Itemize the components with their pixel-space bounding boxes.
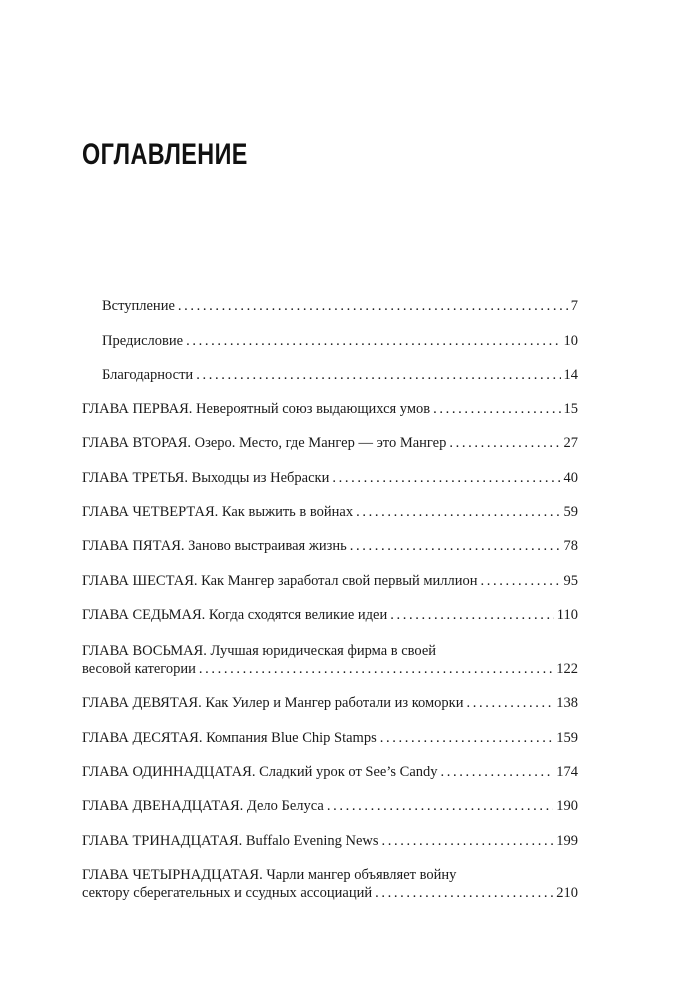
toc-entry-label: ГЛАВА ШЕСТАЯ. Как Мангер заработал свой первый миллион: [82, 573, 478, 589]
toc-entry-chapter-13[interactable]: [82, 832, 578, 850]
toc-page-number: 40: [563, 470, 578, 486]
toc-page-number: 10: [563, 333, 578, 349]
toc-entry-chapter-4[interactable]: [82, 503, 578, 521]
toc-entry-label: ГЛАВА ВОСЬМАЯ. Лучшая юридическая фирма в своей: [82, 643, 437, 659]
dot-leader: [441, 763, 554, 781]
toc-entry-label: ГЛАВА ЧЕТВЕРТАЯ. Как выжить в войнах: [82, 504, 354, 520]
dot-leader: [196, 366, 560, 384]
toc-entry-acknowledgements[interactable]: [82, 366, 578, 384]
toc-entry-chapter-14[interactable]: [82, 866, 578, 902]
toc-entry-chapter-12[interactable]: [82, 797, 578, 815]
toc-entry-label: ГЛАВА ЧЕТЫРНАДЦАТАЯ. Чарли мангер объявляет войну: [82, 867, 457, 883]
toc-entry-chapter-6[interactable]: [82, 572, 578, 590]
toc-entry-chapter-5[interactable]: [82, 537, 578, 555]
toc-page-number: 15: [563, 401, 578, 417]
toc-entry-label: ГЛАВА ДЕСЯТАЯ. Компания Blue Chip Stamps: [82, 730, 377, 746]
toc-entry-label: ГЛАВА ТРИНАДЦАТАЯ. Buffalo Evening News: [82, 833, 379, 849]
dot-leader: [433, 400, 560, 418]
dot-leader: [350, 537, 561, 555]
dot-leader: [186, 332, 560, 350]
dot-leader: [390, 606, 554, 624]
toc-entry-chapter-3[interactable]: [82, 469, 578, 487]
toc-page-number: 78: [563, 538, 578, 554]
dot-leader: [375, 884, 553, 902]
toc-page-number: 59: [563, 504, 578, 520]
toc-entry-label-continued: сектору сберегательных и ссудных ассоциаций: [82, 885, 373, 901]
toc-page-number: 190: [556, 798, 578, 814]
toc-entry-preface[interactable]: [82, 332, 578, 350]
toc-page-number: 95: [563, 573, 578, 589]
toc-page-number: 14: [563, 367, 578, 383]
toc-entry-label: ГЛАВА ДЕВЯТАЯ. Как Уилер и Мангер работали из коморки: [82, 695, 464, 711]
toc-page-number: 110: [556, 607, 578, 623]
dot-leader: [481, 572, 561, 590]
toc-entry-chapter-9[interactable]: [82, 694, 578, 712]
toc-entry-label: ГЛАВА ДВЕНАДЦАТАЯ. Дело Белуса: [82, 798, 324, 814]
dot-leader: [382, 832, 554, 850]
toc-entry-label: Вступление: [102, 298, 175, 314]
toc-entry-label: ГЛАВА СЕДЬМАЯ. Когда сходятся великие идеи: [82, 607, 388, 623]
toc-entry-chapter-8[interactable]: [82, 642, 578, 678]
dot-leader: [178, 297, 568, 315]
toc-entry-label: ГЛАВА ВТОРАЯ. Озеро. Место, где Мангер — это Мангер: [82, 435, 447, 451]
dot-leader: [356, 503, 560, 521]
toc-entry-label: ГЛАВА ПЯТАЯ. Заново выстраивая жизнь: [82, 538, 347, 554]
dot-leader: [466, 694, 553, 712]
page-title: ОГЛАВЛЕНИЕ: [82, 138, 248, 171]
dot-leader: [332, 469, 560, 487]
toc-page-number: 199: [556, 833, 578, 849]
toc-entry-introduction[interactable]: [82, 297, 578, 315]
toc-entry-chapter-2[interactable]: [82, 434, 578, 452]
dot-leader: [199, 660, 553, 678]
toc-entry-label: ГЛАВА ТРЕТЬЯ. Выходцы из Небраски: [82, 470, 330, 486]
toc-page-number: 27: [563, 435, 578, 451]
toc-page-number: 210: [556, 885, 578, 901]
toc-entry-label: ГЛАВА ПЕРВАЯ. Невероятный союз выдающихся умов: [82, 401, 431, 417]
dot-leader: [327, 797, 553, 815]
toc-entry-chapter-1[interactable]: [82, 400, 578, 418]
toc-entry-label: Благодарности: [102, 367, 194, 383]
dot-leader: [449, 434, 560, 452]
toc-entry-chapter-10[interactable]: [82, 729, 578, 747]
toc-entry-label-continued: весовой категории: [82, 661, 196, 677]
toc-entry-label: Предисловие: [102, 333, 184, 349]
toc-page-number: 138: [556, 695, 578, 711]
toc-entry-label: ГЛАВА ОДИННАДЦАТАЯ. Сладкий урок от See’s Candy: [82, 764, 438, 780]
toc-page-number: 174: [556, 764, 578, 780]
toc-page-number: 159: [556, 730, 578, 746]
toc-entry-chapter-7[interactable]: [82, 606, 578, 624]
dot-leader: [380, 729, 554, 747]
toc-entry-chapter-11[interactable]: [82, 763, 578, 781]
toc-page-number: 122: [556, 661, 578, 677]
toc-page-number: 7: [570, 298, 578, 314]
